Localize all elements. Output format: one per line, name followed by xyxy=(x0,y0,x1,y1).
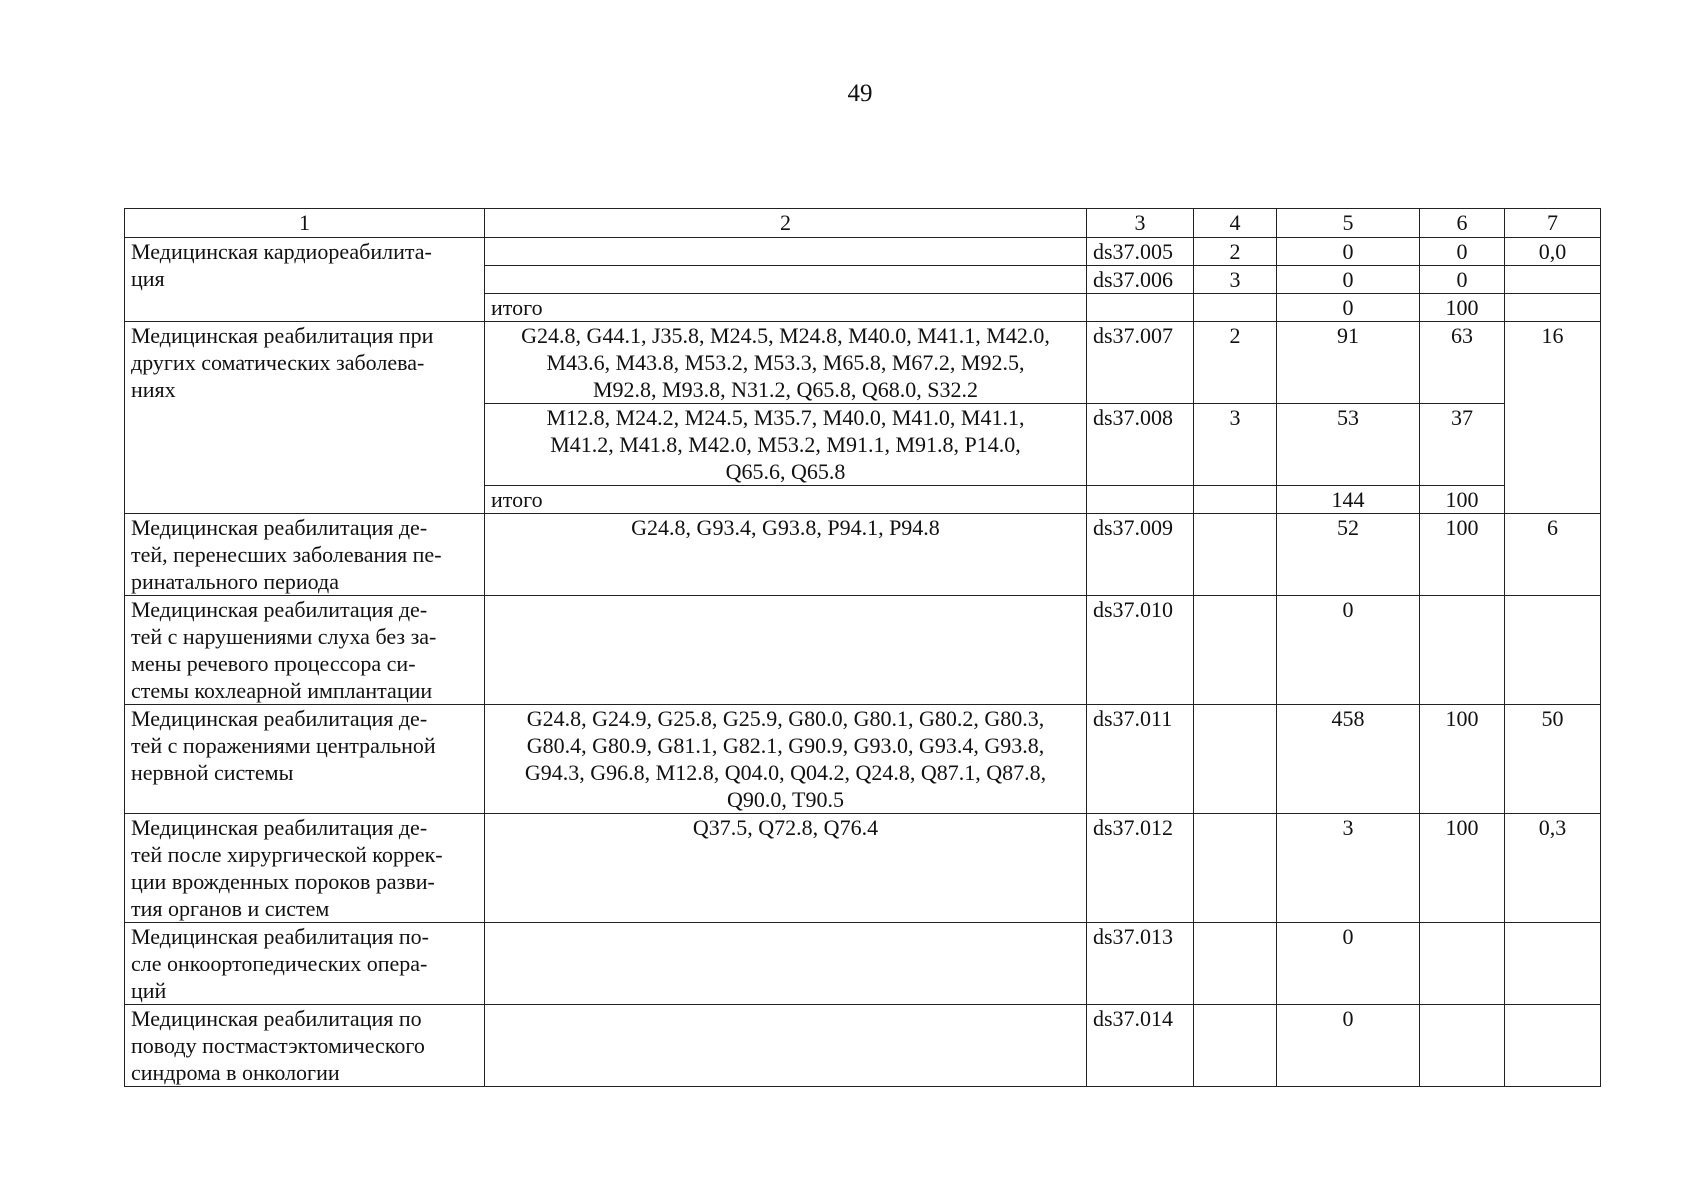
level-cell xyxy=(1194,294,1277,322)
total-cell: 16 xyxy=(1505,322,1601,514)
total-cell xyxy=(1505,294,1601,322)
share-cell xyxy=(1420,596,1505,705)
level-cell xyxy=(1194,486,1277,514)
column-header: 7 xyxy=(1505,209,1601,238)
table-row xyxy=(125,923,1601,1005)
rehab-type-cell: Медицинская реабилитация де- тей после хирургической коррек- ции врожденных пороков разви- тия органов и систем xyxy=(125,814,485,923)
level-cell xyxy=(1194,514,1277,596)
diagnosis-codes-cell xyxy=(485,923,1087,1005)
diagnosis-codes-cell: Q37.5, Q72.8, Q76.4 xyxy=(485,814,1087,923)
column-header: 4 xyxy=(1194,209,1277,238)
rehab-type-cell: Медицинская кардиореабилита- ция xyxy=(125,238,485,322)
cases-cell: 0 xyxy=(1277,1005,1420,1087)
total-cell: 0,3 xyxy=(1505,814,1601,923)
cases-cell: 3 xyxy=(1277,814,1420,923)
level-cell xyxy=(1194,1005,1277,1087)
cases-cell: 91 xyxy=(1277,322,1420,404)
ksg-code-cell: ds37.009 xyxy=(1087,514,1194,596)
cases-cell: 0 xyxy=(1277,294,1420,322)
column-header: 3 xyxy=(1087,209,1194,238)
ksg-code-cell: ds37.012 xyxy=(1087,814,1194,923)
ksg-code-cell: ds37.014 xyxy=(1087,1005,1194,1087)
cases-cell: 53 xyxy=(1277,404,1420,486)
cases-cell: 0 xyxy=(1277,266,1420,294)
level-cell xyxy=(1194,596,1277,705)
data-table xyxy=(124,208,1601,1087)
table-row xyxy=(125,705,1601,814)
header-row xyxy=(125,209,1601,238)
rehab-type-cell: Медицинская реабилитация при других соматических заболева- ниях xyxy=(125,322,485,514)
share-cell: 100 xyxy=(1420,514,1505,596)
page-number: 49 xyxy=(847,80,873,107)
table-row xyxy=(125,514,1601,596)
rehab-type-cell: Медицинская реабилитация де- тей с поражениями центральной нервной системы xyxy=(125,705,485,814)
table-row xyxy=(125,238,1601,266)
column-header: 6 xyxy=(1420,209,1505,238)
cases-cell: 458 xyxy=(1277,705,1420,814)
ksg-code-cell xyxy=(1087,294,1194,322)
share-cell: 0 xyxy=(1420,238,1505,266)
column-header: 1 xyxy=(125,209,485,238)
level-cell: 3 xyxy=(1194,266,1277,294)
diagnosis-codes-cell xyxy=(485,596,1087,705)
diagnosis-codes-cell xyxy=(485,1005,1087,1087)
level-cell xyxy=(1194,705,1277,814)
column-header: 2 xyxy=(485,209,1087,238)
share-cell: 0 xyxy=(1420,266,1505,294)
ksg-code-cell: ds37.005 xyxy=(1087,238,1194,266)
itogo-label: итого xyxy=(485,294,1087,322)
cases-cell: 0 xyxy=(1277,238,1420,266)
ksg-code-cell: ds37.008 xyxy=(1087,404,1194,486)
rehab-type-cell: Медицинская реабилитация по поводу постмастэктомического синдрома в онкологии xyxy=(125,1005,485,1087)
column-header: 5 xyxy=(1277,209,1420,238)
cases-cell: 52 xyxy=(1277,514,1420,596)
share-cell xyxy=(1420,923,1505,1005)
total-cell xyxy=(1505,596,1601,705)
level-cell: 2 xyxy=(1194,238,1277,266)
level-cell xyxy=(1194,814,1277,923)
share-cell: 100 xyxy=(1420,814,1505,923)
table-row xyxy=(125,322,1601,404)
level-cell xyxy=(1194,923,1277,1005)
ksg-code-cell: ds37.010 xyxy=(1087,596,1194,705)
share-cell: 37 xyxy=(1420,404,1505,486)
diagnosis-codes-cell: M12.8, M24.2, M24.5, M35.7, M40.0, M41.0, M41.1, M41.2, M41.8, M42.0, M53.2, M91.1, M91.8, P14.0, Q65.6, Q65.8 xyxy=(485,404,1087,486)
total-cell: 6 xyxy=(1505,514,1601,596)
diagnosis-codes-cell: G24.8, G93.4, G93.8, P94.1, P94.8 xyxy=(485,514,1087,596)
total-cell xyxy=(1505,923,1601,1005)
total-cell: 50 xyxy=(1505,705,1601,814)
itogo-label: итого xyxy=(485,486,1087,514)
ksg-code-cell: ds37.007 xyxy=(1087,322,1194,404)
table-row xyxy=(125,1005,1601,1087)
ksg-code-cell: ds37.013 xyxy=(1087,923,1194,1005)
ksg-code-cell: ds37.011 xyxy=(1087,705,1194,814)
ksg-code-cell: ds37.006 xyxy=(1087,266,1194,294)
diagnosis-codes-cell: G24.8, G44.1, J35.8, M24.5, M24.8, M40.0, M41.1, M42.0, M43.6, M43.8, M53.2, M53.3, M65.8, M67.2, M92.5, M92.8, M93.8, N31.2, Q65.8, Q68.0, S32.2 xyxy=(485,322,1087,404)
share-cell: 100 xyxy=(1420,294,1505,322)
rehab-type-cell: Медицинская реабилитация де- тей, перенесших заболевания пе- ринатального периода xyxy=(125,514,485,596)
share-cell: 100 xyxy=(1420,486,1505,514)
share-cell: 100 xyxy=(1420,705,1505,814)
rehab-type-cell: Медицинская реабилитация де- тей с нарушениями слуха без за- мены речевого процессора си- стемы кохлеарной имплантации xyxy=(125,596,485,705)
cases-cell: 0 xyxy=(1277,596,1420,705)
diagnosis-codes-cell xyxy=(485,266,1087,294)
level-cell: 3 xyxy=(1194,404,1277,486)
table-row xyxy=(125,814,1601,923)
level-cell: 2 xyxy=(1194,322,1277,404)
share-cell: 63 xyxy=(1420,322,1505,404)
total-cell: 0,0 xyxy=(1505,238,1601,266)
cases-cell: 144 xyxy=(1277,486,1420,514)
share-cell xyxy=(1420,1005,1505,1087)
ksg-code-cell xyxy=(1087,486,1194,514)
total-cell xyxy=(1505,266,1601,294)
rehab-type-cell: Медицинская реабилитация по- сле онкоортопедических опера- ций xyxy=(125,923,485,1005)
table-row xyxy=(125,596,1601,705)
diagnosis-codes-cell xyxy=(485,238,1087,266)
total-cell xyxy=(1505,1005,1601,1087)
cases-cell: 0 xyxy=(1277,923,1420,1005)
diagnosis-codes-cell: G24.8, G24.9, G25.8, G25.9, G80.0, G80.1, G80.2, G80.3, G80.4, G80.9, G81.1, G82.1, G90.9, G93.0, G93.4, G93.8, G94.3, G96.8, M12.8, Q04.0, Q04.2, Q24.8, Q87.1, Q87.8, Q90.0, T90.5 xyxy=(485,705,1087,814)
